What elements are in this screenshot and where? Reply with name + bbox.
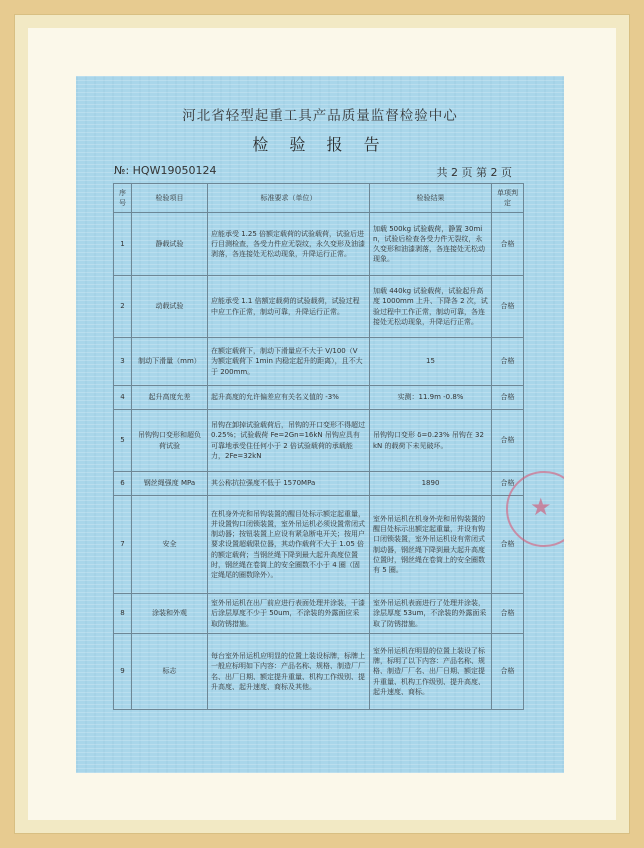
row-no: 1 (114, 213, 132, 276)
row-result: 加载 500kg 试验载荷，静置 30min，试验后检查各受力件无裂纹，永久变形和油漆剥落，各连接处无松动现象。 (370, 213, 492, 276)
row-result: 1890 (370, 472, 492, 496)
row-result: 室外吊运机在明显的位置上装设了标牌，标明了以下内容：产品名称、规格、制造厂厂名、出厂日期、额定提升重量、机构工作级别、提升高度、起升速度、商标。 (370, 634, 492, 710)
row-result: 吊钩钩口变形 δ=0.23% 吊钩在 32kN 的载荷下未见破坏。 (370, 410, 492, 472)
row-item: 动载试验 (132, 276, 208, 338)
row-item: 静载试验 (132, 213, 208, 276)
row-item: 制动下滑量（mm） (132, 338, 208, 386)
seal-ring (510, 479, 564, 487)
row-judge: 合格 (492, 594, 524, 634)
row-requirement: 吊钩在卸掉试验载荷后，吊钩的开口变形不得超过 0.25%；试验载荷 Fe=2Gn=16kN 吊钩应具有可靠地承受住任何小于 2 倍试验载荷的承载能力，2Fe=32kN (208, 410, 370, 472)
row-no: 6 (114, 472, 132, 496)
row-requirement: 室外吊运机在出厂前应进行表面处理并涂装，干漆后涂层厚度不少于 50um，不涂装的外露面应采取防锈措施。 (208, 594, 370, 634)
row-judge: 合格 (492, 496, 524, 594)
row-result: 室外吊运机在机身外壳和吊钩装置的醒目处标示出额定起重量，并设有钩口闭锁装置，室外吊运机设有常闭式制动器，钢丝绳下降到最大起升高度位置时，钢丝绳在卷筒上的安全圈数有 5 圈。 (370, 496, 492, 594)
row-result: 室外吊运机表面进行了处理并涂装，涂层厚度 53um，不涂装的外露面采取了防锈措施。 (370, 594, 492, 634)
row-requirement: 起升高度的允许偏差应有关名义值的 -3% (208, 386, 370, 410)
row-no: 5 (114, 410, 132, 472)
header-result: 检验结果 (370, 184, 492, 213)
row-requirement: 应能承受 1.1 倍额定载荷的试验载荷，试验过程中应工作正常，制动可靠，升降运行正常。 (208, 276, 370, 338)
inspection-table (113, 183, 524, 710)
row-no: 2 (114, 276, 132, 338)
header-judge: 单项判定 (492, 184, 524, 213)
row-no: 4 (114, 386, 132, 410)
table-row (114, 338, 524, 386)
header-item: 检验项目 (132, 184, 208, 213)
table-row (114, 496, 524, 594)
row-judge: 合格 (492, 213, 524, 276)
org-title: 河北省轻型起重工具产品质量监督检验中心 (182, 108, 458, 124)
row-judge: 合格 (492, 276, 524, 338)
row-item: 涂装和外观 (132, 594, 208, 634)
table-row (114, 276, 524, 338)
header-requirement: 标准要求（单位） (208, 184, 370, 213)
table-row (114, 472, 524, 496)
page-info: 共 2 页 第 2 页 (436, 166, 512, 179)
table-row (114, 213, 524, 276)
row-requirement: 其公称抗拉强度不低于 1570MPa (208, 472, 370, 496)
row-item: 安全 (132, 496, 208, 594)
row-no: 9 (114, 634, 132, 710)
row-judge: 合格 (492, 410, 524, 472)
row-item: 起升高度允差 (132, 386, 208, 410)
table-row (114, 594, 524, 634)
table-row (114, 386, 524, 410)
row-requirement: 在机身外壳和吊钩装置的醒目处标示额定起重量，并设置钩口闭锁装置，室外吊运机必须设置常闭式制动器；按钮装置上应设有紧急断电开关；按用户要求设置超载限位器，其动作载荷不大于 1.05 倍的额定载荷；当钢丝绳下降到最大起升高度位置时，钢丝绳在卷筒上的安全圈数不小于 4 圈（固定绳尾的圈数除外）。 (208, 496, 370, 594)
row-no: 3 (114, 338, 132, 386)
row-item: 钢丝绳强度 MPa (132, 472, 208, 496)
row-no: 7 (114, 496, 132, 594)
row-requirement: 在额定载荷下，制动下滑量应不大于 V/100（V 为额定载荷下 1min 内稳定起升的距离），且不大于 200mm。 (208, 338, 370, 386)
row-result: 加载 440kg 试验载荷，试验起升高度 1000mm 上升、下降各 2 次，试验过程中工作正常，制动可靠，各连接处无松动现象，升降运行正常。 (370, 276, 492, 338)
row-result: 15 (370, 338, 492, 386)
row-judge: 合格 (492, 634, 524, 710)
doc-title: 检 验 报 告 (252, 135, 388, 154)
table-header-row (114, 184, 524, 213)
row-requirement: 每台室外吊运机应明显的位置上装设标牌，标牌上一般应标明如下内容：产品名称、规格、制造厂厂名、出厂日期、额定提升重量、机构工作级别、提升高度、起升速度、商标及其他。 (208, 634, 370, 710)
row-requirement: 应能承受 1.25 倍额定载荷的试验载荷，试验后进行目测检查，各受力件应无裂纹，永久变形及油漆剥落，各连接处无松动现象，升降运行正常。 (208, 213, 370, 276)
row-judge: 合格 (492, 472, 524, 496)
row-judge: 合格 (492, 386, 524, 410)
row-judge: 合格 (492, 338, 524, 386)
report-number: №: HQW19050124 (114, 164, 217, 177)
row-result: 实测：11.9m -0.8% (370, 386, 492, 410)
row-no: 8 (114, 594, 132, 634)
table-row (114, 634, 524, 710)
row-item: 标志 (132, 634, 208, 710)
row-item: 吊钩钩口变形和超负荷试验 (132, 410, 208, 472)
report-paper (76, 76, 564, 773)
table-row (114, 410, 524, 472)
seal-star-icon: ★ (530, 493, 552, 521)
header-no: 序号 (114, 184, 132, 213)
